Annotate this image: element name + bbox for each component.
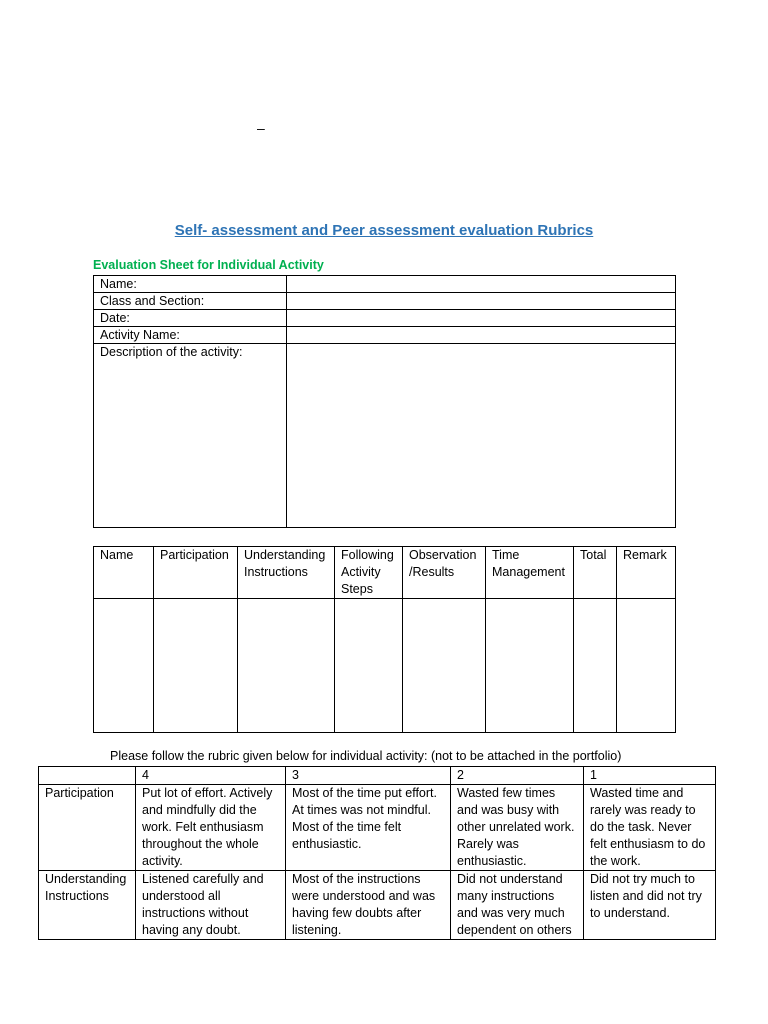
score-header: Observation /Results — [403, 547, 486, 599]
score-cell[interactable] — [574, 599, 617, 733]
rubric-table — [38, 766, 716, 940]
score-header-row — [94, 547, 676, 599]
rubric-criterion: Participation — [39, 785, 136, 871]
rubric-score-row — [39, 767, 716, 785]
rubric-descriptor: Did not try much to listen and did not try to understand. — [584, 871, 716, 940]
rubric-score-header: 1 — [584, 767, 716, 785]
rubric-descriptor: Did not understand many instructions and was very much dependent on others — [451, 871, 584, 940]
info-value-cell[interactable] — [287, 344, 676, 528]
info-label: Class and Section: — [94, 293, 287, 310]
info-row-class-section — [94, 293, 676, 310]
info-label: Description of the activity: — [94, 344, 287, 528]
info-value-cell[interactable] — [287, 276, 676, 293]
score-header: Participation — [154, 547, 238, 599]
info-value-cell[interactable] — [287, 310, 676, 327]
score-cell[interactable] — [403, 599, 486, 733]
rubric-score-header: 4 — [136, 767, 286, 785]
rubric-corner-cell — [39, 767, 136, 785]
rubric-descriptor: Listened carefully and understood all instructions without having any doubt. — [136, 871, 286, 940]
score-cell[interactable] — [486, 599, 574, 733]
rubric-instruction: Please follow the rubric given below for individual activity: (not to be attached in the portfolio) — [110, 749, 622, 763]
info-row-activity-name — [94, 327, 676, 344]
score-header: Understanding Instructions — [238, 547, 335, 599]
score-header: Total — [574, 547, 617, 599]
rubric-descriptor: Wasted few times and was busy with other unrelated work. Rarely was enthusiastic. — [451, 785, 584, 871]
rubric-descriptor: Wasted time and rarely was ready to do the task. Never felt enthusiasm to do the work. — [584, 785, 716, 871]
info-row-name — [94, 276, 676, 293]
score-cell[interactable] — [154, 599, 238, 733]
score-header: Remark — [617, 547, 676, 599]
score-cell[interactable] — [335, 599, 403, 733]
info-label: Activity Name: — [94, 327, 287, 344]
score-header: Following Activity Steps — [335, 547, 403, 599]
rubric-score-header: 2 — [451, 767, 584, 785]
score-cell[interactable] — [617, 599, 676, 733]
info-value-cell[interactable] — [287, 293, 676, 310]
stray-dash: – — [257, 120, 265, 136]
rubric-descriptor: Most of the time put effort. At times was not mindful. Most of the time felt enthusiastic. — [286, 785, 451, 871]
rubric-criterion: Understanding Instructions — [39, 871, 136, 940]
rubric-descriptor: Most of the instructions were understood and was having few doubts after listening. — [286, 871, 451, 940]
page-title: Self- assessment and Peer assessment evaluation Rubrics — [174, 222, 594, 239]
info-label: Name: — [94, 276, 287, 293]
info-label: Date: — [94, 310, 287, 327]
info-value-cell[interactable] — [287, 327, 676, 344]
sheet-title: Evaluation Sheet for Individual Activity — [93, 258, 324, 272]
score-table — [93, 546, 676, 733]
info-row-date — [94, 310, 676, 327]
rubric-row-understanding-instructions — [39, 871, 716, 940]
info-row-description — [94, 344, 676, 528]
rubric-row-participation — [39, 785, 716, 871]
score-header: Time Management — [486, 547, 574, 599]
rubric-score-header: 3 — [286, 767, 451, 785]
score-cell[interactable] — [94, 599, 154, 733]
score-cell[interactable] — [238, 599, 335, 733]
rubric-descriptor: Put lot of effort. Actively and mindfully did the work. Felt enthusiasm throughout the whole activity. — [136, 785, 286, 871]
score-header: Name — [94, 547, 154, 599]
score-entry-row — [94, 599, 676, 733]
info-table — [93, 275, 676, 528]
